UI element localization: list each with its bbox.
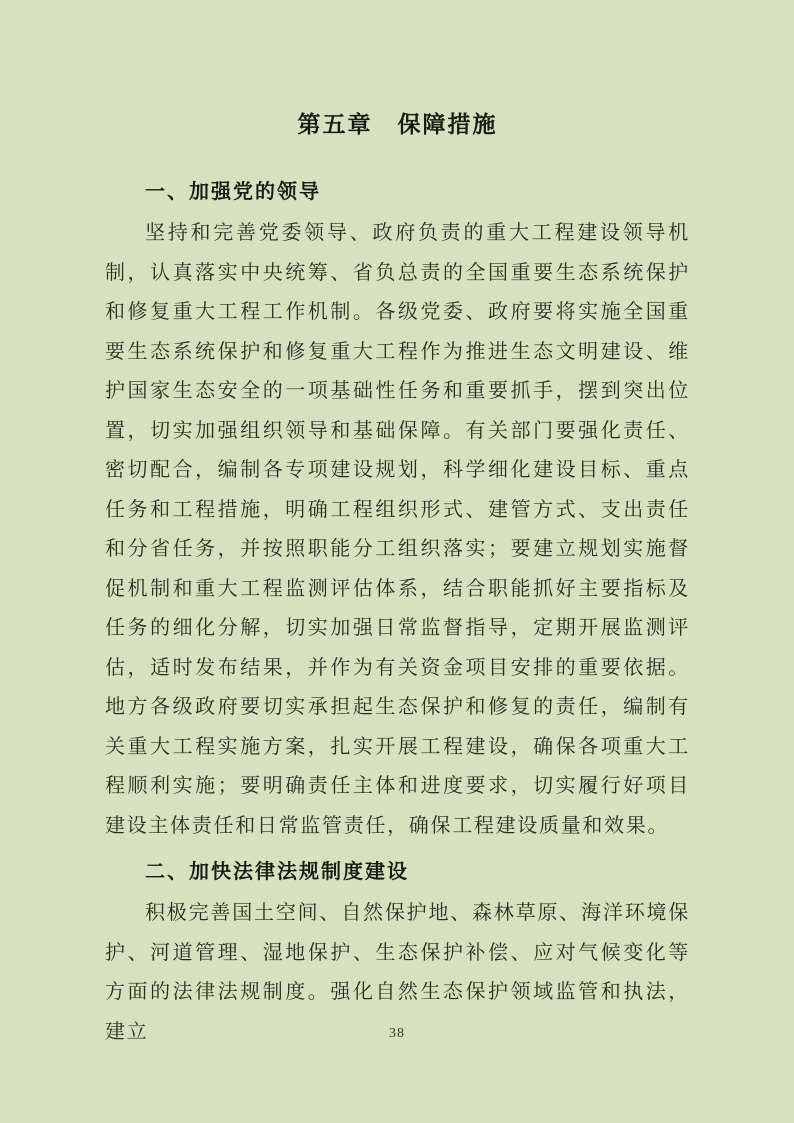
section-1-heading: 一、加强党的领导 xyxy=(145,181,321,203)
page-number: 38 xyxy=(389,1026,405,1041)
chapter-title: 第五章 保障措施 xyxy=(297,111,498,137)
section-2-heading: 二、加快法律法规制度建设 xyxy=(145,861,409,883)
section-2-paragraph: 积极完善国土空间、自然保护地、森林草原、海洋环境保护、河道管理、湿地保护、生态保护补偿、应对气候变化等方面的法律法规制度。强化自然生态保护领域监管和执法，建立 xyxy=(105,902,690,1043)
section-1-paragraph: 坚持和完善党委领导、政府负责的重大工程建设领导机制，认真落实中央统筹、省负总责的全国重要生态系统保护和修复重大工程工作机制。各级党委、政府要将实施全国重要生态系统保护和修复重大工程作为推进生态文明建设、维护国家生态安全的一项基础性任务和重要抓手，摆到突出位置，切实加强组织领导和基础保障。有关部门要强化责任、密切配合，编制各专项建设规划，科学细化建设目标、重点任务和工程措施，明确工程组织形式、建管方式、支出责任和分省任务，并按照职能分工组织落实；要建立规划实施督促机制和重大工程监测评估体系，结合职能抓好主要指标及任务的细化分解，切实加强日常监督指导，定期开展监测评估，适时发布结果，并作为有关资金项目安排的重要依据。地方各级政府要切实承担起生态保护和修复的责任，编制有关重大工程实施方案，扎实开展工程建设，确保各项重大工程顺利实施；要明确责任主体和进度要求，切实履行好项目建设主体责任和日常监管责任，确保工程建设质量和效果。 xyxy=(105,222,690,837)
